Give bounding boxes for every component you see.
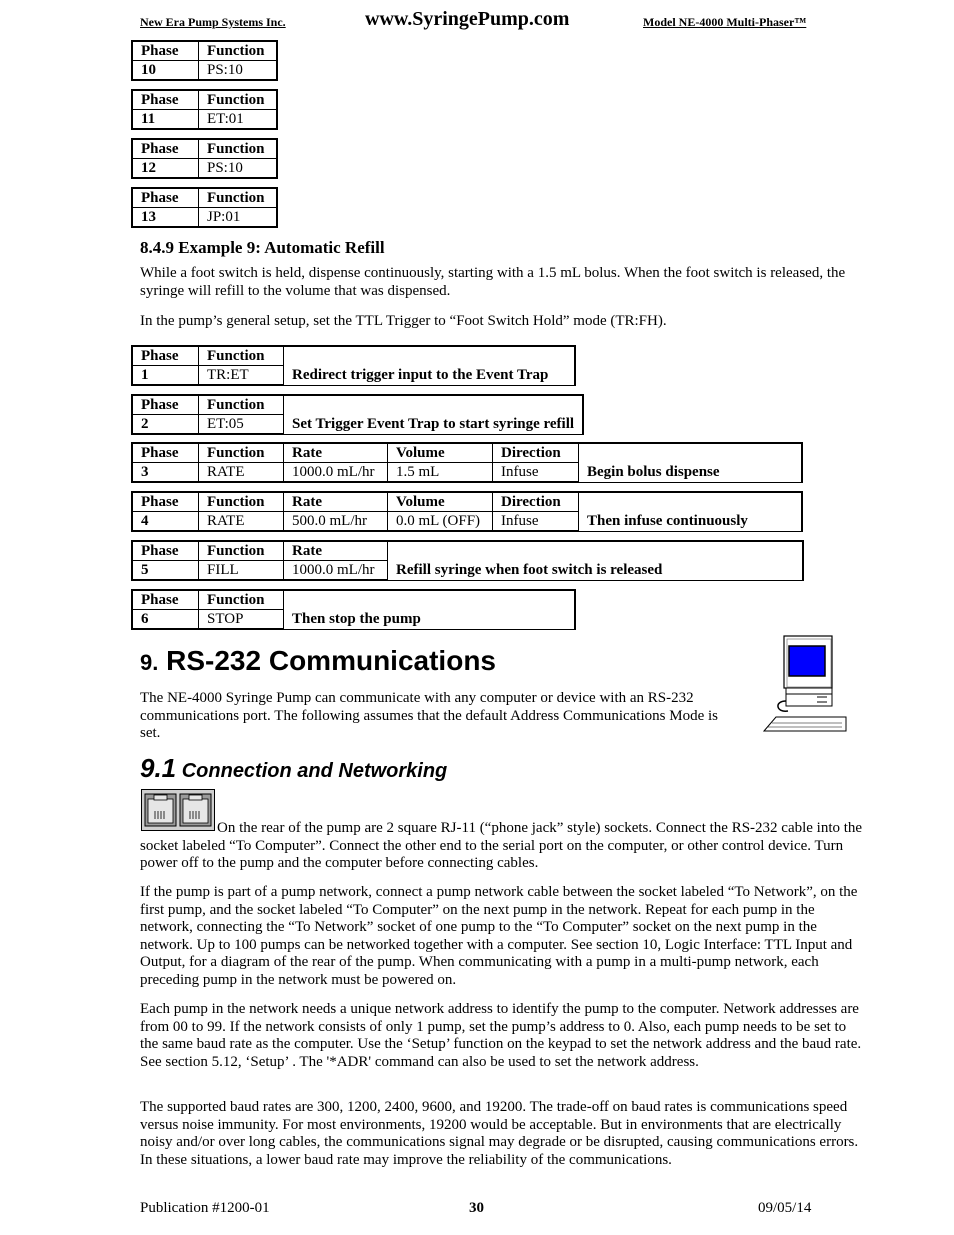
phase-table-6: Phase Function Then stop the pump 6 STOP <box>131 589 576 630</box>
phase-table-2: Phase Function Set Trigger Event Trap to start syringe refill 2 ET:05 <box>131 394 584 435</box>
header-model: Model NE-4000 Multi-Phaser™ <box>643 15 807 29</box>
computer-icon <box>762 635 848 735</box>
section-9-intro: The NE-4000 Syringe Pump can communicate with any computer or device with an RS-232 communications port. The following assumes that the default Address Communications Mode is set. <box>140 690 718 742</box>
header-website: www.SyringePump.com <box>365 8 570 30</box>
phase-table-10: Phase Function 10 PS:10 <box>131 40 278 81</box>
section-9-1-para1: On the rear of the pump are 2 square RJ-11 (“phone jack” style) sockets. Connect the RS-232 cable into the socket labeled “To Computer”. Connect the other end to the serial port on the computer, or other control device. Turn power off to the pump and the computer before connecting cables. <box>140 820 863 872</box>
example9-heading: 8.4.9 Example 9: Automatic Refill <box>140 238 385 257</box>
example9-para2: In the pump’s general setup, set the TTL Trigger to “Foot Switch Hold” mode (TR:FH). <box>140 313 667 329</box>
section-9-title: RS-232 Communications <box>166 645 496 676</box>
section-9-1-para4: The supported baud rates are 300, 1200, 2400, 9600, and 19200. The trade-off on baud rates is communications speed versus noise immunity. For most environments, 19200 would be acceptable. But in environments that are electrically noisy and/or over long cables, the communications signal may degrade or be disrupted, causing communications errors. In these situations, a lower baud rate may improve the reliability of the communications. <box>140 1099 859 1168</box>
phase-table-13: Phase Function 13 JP:01 <box>131 187 278 228</box>
phase-table-11: Phase Function 11 ET:01 <box>131 89 278 130</box>
phase-table-12: Phase Function 12 PS:10 <box>131 138 278 179</box>
example9-para1: While a foot switch is held, dispense continuously, starting with a 1.5 mL bolus. When the foot switch is released, the syringe will refill to the volume that was dispensed. <box>140 265 846 299</box>
header-company: New Era Pump Systems Inc. <box>140 15 286 29</box>
section-9-1-number: 9.1 <box>140 753 177 783</box>
phase-table-3: Phase Function Rate Volume Direction Begin bolus dispense 3 RATE 1000.0 mL/hr 1.5 mL Infuse <box>131 442 803 483</box>
phase-table-5: Phase Function Rate Refill syringe when foot switch is released 5 FILL 1000.0 mL/hr <box>131 540 804 581</box>
section-9-1-para3: Each pump in the network needs a unique network address to identify the pump to the computer. Network addresses are from 00 to 99. If the network consists of only 1 pump, set the pump’s address to 0. Also, each pump needs to be set to the same baud rate as the computer. Use the ‘Setup’ function on the keypad to set the network address and the baud rate. See section 5.12, ‘Setup’ . The '*ADR' command can also be used to set the network address. <box>140 1001 862 1070</box>
phase-table-1: Phase Function Redirect trigger input to the Event Trap 1 TR:ET <box>131 345 576 386</box>
footer-date: 09/05/14 <box>758 1200 812 1216</box>
section-9-1-heading <box>140 753 447 784</box>
section-9-heading <box>140 645 496 677</box>
section-9-1-para2: If the pump is part of a pump network, connect a pump network cable between the socket labeled “To Network”, on the first pump, and the socket labeled “To Computer” on the next pump in the network. Repeat for each pump in the network, connecting the “To Network” socket of one pump to the “To Computer” socket on the next pump in the network. Up to 100 pumps can be networked together with a computer. See section 10, Logic Interface: TTL Input and Output, for a diagram of the rear of the pump. When communicating with a pump in a multi-pump network, each preceding pump in the network must be powered on. <box>140 884 858 988</box>
footer-publication: Publication #1200-01 <box>140 1200 270 1216</box>
phase-table-4: Phase Function Rate Volume Direction Then infuse continuously 4 RATE 500.0 mL/hr 0.0 mL (OFF) Infuse <box>131 491 803 532</box>
section-9-number: 9. <box>140 650 159 675</box>
footer-page-number: 30 <box>469 1200 484 1216</box>
section-9-1-title: Connection and Networking <box>181 760 448 782</box>
